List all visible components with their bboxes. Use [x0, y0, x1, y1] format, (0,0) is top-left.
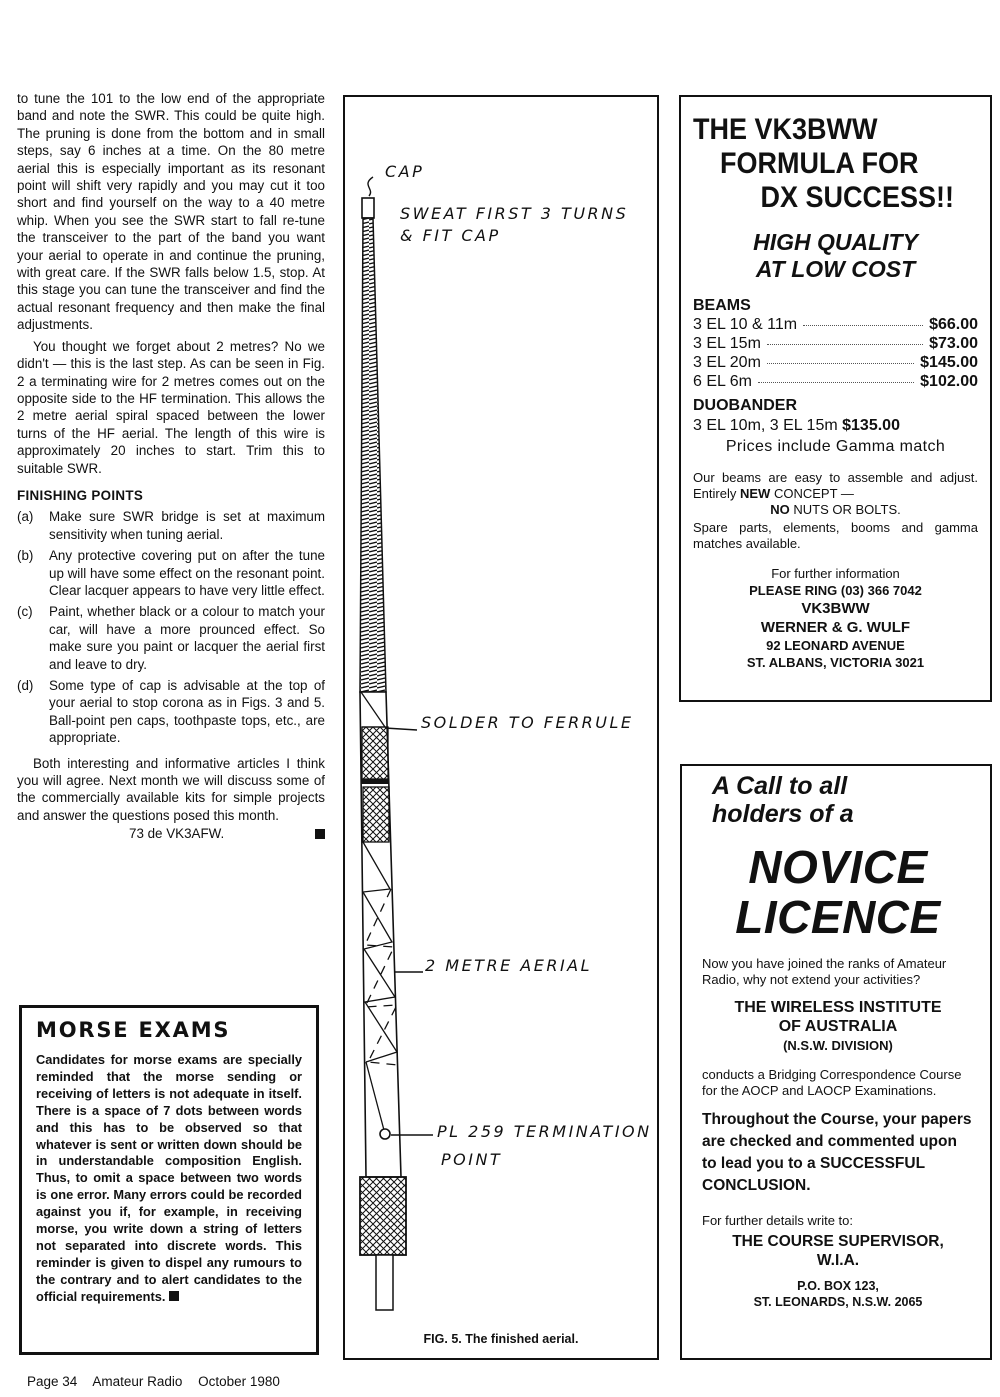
page-footer [27, 1374, 292, 1389]
headline-line: DX SUCCESS!! [760, 181, 955, 214]
author-signature: 73 de VK3AFW. [129, 826, 225, 842]
ad-subheadline [693, 229, 978, 283]
end-mark-icon [169, 1291, 179, 1301]
article-column [17, 90, 325, 843]
call-line: A Call to all [712, 772, 848, 800]
addr-line: THE COURSE SUPERVISOR, [732, 1233, 944, 1250]
figure-caption: FIG. 5. The finished aerial. [423, 1332, 579, 1346]
wia-name [702, 998, 974, 1055]
headline-line: THE VK3BWW [693, 113, 878, 146]
signature-line [17, 825, 325, 842]
vk3bww-advert [679, 95, 992, 702]
list-item-text: Paint, whether black or a colour to match your car, will have a more prounced effect. So make sure you paint or lacquer the aerial first and leave to dry. [49, 604, 325, 672]
beams-title: BEAMS [693, 297, 751, 314]
easy-text-b: CONCEPT — [773, 486, 854, 501]
label-cap: CAP [385, 162, 425, 181]
beam-name: 3 EL 10 & 11m [693, 316, 798, 333]
page-number: Page 34 [27, 1374, 78, 1389]
wia-division: (N.S.W. DIVISION) [783, 1038, 893, 1053]
contact-info [693, 565, 978, 671]
novice-line: NOVICE [748, 841, 928, 893]
morse-exams-title: MORSE EXAMS [36, 1018, 231, 1042]
beam-price: $145.00 [920, 354, 978, 371]
addr-line: ST. LEONARDS, N.S.W. 2065 [753, 1295, 923, 1309]
article-paragraph-3: Both interesting and informative articles I think you will agree. Next month we will discuss some of the commercially available kits for simple projects and answer the questions posed this month. [17, 755, 325, 823]
supervisor-address [702, 1232, 974, 1270]
beam-name: 3 EL 20m [693, 354, 761, 371]
beam-name: 6 EL 6m [693, 373, 752, 390]
easy-text-no: NO [770, 502, 790, 517]
call-heading [712, 772, 974, 828]
issue-date: October 1980 [198, 1374, 280, 1389]
list-item-label: (c) [17, 604, 33, 620]
beam-price: $66.00 [929, 316, 978, 333]
morse-exams-body [36, 1052, 302, 1306]
info-phone: PLEASE RING (03) 366 7042 [749, 583, 922, 598]
base-rod [376, 1255, 393, 1310]
list-item-label: (a) [17, 509, 34, 525]
intro-text: Now you have joined the ranks of Amateur Radio, why not extend your activities? [702, 956, 947, 987]
list-item [17, 603, 325, 673]
beam-name: 3 EL 15m [693, 335, 761, 352]
duobander-name: 3 EL 10m, 3 EL 15m [693, 417, 838, 434]
ferrule-upper [362, 727, 388, 779]
subhead-line: HIGH QUALITY [753, 229, 918, 255]
list-item-label: (b) [17, 548, 34, 564]
grip [360, 1177, 406, 1255]
info-suburb: ST. ALBANS, VICTORIA 3021 [746, 655, 925, 670]
easy-assemble-text [693, 470, 978, 502]
finishing-points-heading: FINISHING POINTS [17, 487, 144, 503]
end-mark-icon [315, 829, 325, 839]
addr-line: W.I.A. [816, 1252, 860, 1269]
list-item-text: Some type of cap is advisable at the top of your aerial to stop corona as in Figs. 3 and 5. Ball-point pen caps, toothpaste tops, etc., are appropriate. [49, 678, 325, 746]
cap-pointer [368, 177, 373, 196]
beam-price: $73.00 [929, 335, 978, 352]
addr-line: P.O. BOX 123, [797, 1279, 879, 1293]
termination-point [380, 1129, 390, 1139]
label-pl259-line1: PL 259 TERMINATION [437, 1122, 652, 1141]
price-row [693, 353, 978, 372]
wia-line: OF AUSTRALIA [778, 1018, 898, 1035]
list-item-text: Any protective covering put on after the tune up will have some effect on the resonant point. Clear lacquer appears to have very little effect. [49, 548, 325, 598]
course-text: conducts a Bridging Correspondence Course for the AOCP and LAOCP Examinations. [702, 1067, 962, 1098]
label-sweat-line1: SWEAT FIRST 3 TURNS [400, 204, 629, 223]
list-item [17, 677, 325, 747]
novice-licence-heading [702, 842, 974, 942]
duobander-row [693, 417, 978, 435]
further-details: For further details write to: [702, 1213, 853, 1228]
hf-coil [360, 218, 386, 692]
duobander-price: $135.00 [842, 417, 900, 434]
course-highlight: Throughout the Course, your papers are checked and commented upon to lead you to a SUCCESSFUL CONCLUSION. [702, 1111, 972, 1194]
call-line: holders of a [712, 800, 854, 828]
duobander-title: DUOBANDER [693, 397, 797, 414]
headline-line: FORMULA FOR [720, 147, 919, 180]
easy-text-a: Our beams are easy to assemble and adjust. Entirely [693, 470, 978, 501]
article-paragraph-1: to tune the 101 to the low end of the appropriate band and note the SWR. This could be quite high. The pruning is done from the bottom and in small steps, say 6 inches at a time. On the 80 metre aerial this is especially important as its resonant point will shift very rapidly and you may cut it too short and find yourself on the way to a 40 metre whip. When you see the SWR start to fall re-tune the transceiver to the part of the band you want your aerial to operate in and continue the pruning, with great care. If the SWR falls below 1.5, stop. At this stage you can tune the transceiver and find the actual resonant frequency and then make the final adjustments. [17, 91, 325, 333]
easy-text-c: NUTS OR BOLTS. [793, 502, 901, 517]
spare-parts-text: Spare parts, elements, booms and gamma matches available. [693, 520, 978, 551]
licence-line: LICENCE [735, 891, 941, 943]
article-paragraph-2: You thought we forget about 2 metres? No we didn't — this is the last step. As can be seen in Fig. 2 a terminating wire for 2 metres comes out on the opposite side to the HF termination. This allows the 2 metre aerial spiral spaced between the lower turns of the HF aerial. The length of this wire is approximately 20 inches to start. Trim this to suitable SWR. [17, 338, 325, 476]
label-solder: SOLDER TO FERRULE [421, 713, 634, 732]
price-row [693, 315, 978, 334]
label-two-metre: 2 METRE AERIAL [425, 956, 593, 975]
ad-headline [693, 113, 981, 215]
list-item-text: Make sure SWR bridge is set at maximum sensitivity when tuning aerial. [49, 509, 325, 542]
info-street: 92 LEONARD AVENUE [766, 638, 905, 653]
magazine-name: Amateur Radio [92, 1374, 183, 1389]
price-row [693, 372, 978, 391]
subhead-line: AT LOW COST [755, 256, 916, 282]
label-pl259-line2: POINT [441, 1150, 503, 1169]
wia-line: THE WIRELESS INSTITUTE [734, 999, 942, 1016]
info-line: For further information [771, 566, 900, 581]
ferrule-lower [363, 787, 389, 842]
no-nuts-line [693, 502, 978, 518]
novice-licence-advert [680, 764, 992, 1360]
postal-address [702, 1278, 974, 1310]
easy-text-new: NEW [739, 486, 771, 501]
cap-shape [362, 198, 374, 218]
gamma-note: Prices include Gamma match [725, 438, 946, 455]
list-item [17, 547, 325, 599]
list-item-label: (d) [17, 678, 34, 693]
morse-exams-box [19, 1005, 319, 1355]
aerial-drawing [345, 97, 657, 1358]
label-sweat-line2: & FIT CAP [400, 226, 501, 245]
info-names: WERNER & G. WULF [760, 619, 911, 636]
morse-body-text: Candidates for morse exams are specially reminded that the morse sending or receiving of letters is not adequate in itself. There is a space of 7 dots between words and this has to be observed so that whatever is sent or written down should be in understandable composition English. Thus, to omit a space between two words is one error. Many errors could be recorded against you if, for example, in receiving morse, you write down a string of letters not separated into discrete words. This reminder is given to dispel any rumours to the contrary and to alert candidates to the official requirements. [36, 1052, 302, 1304]
figure-finished-aerial [343, 95, 659, 1360]
beam-price: $102.00 [920, 373, 978, 390]
info-callsign: VK3BWW [801, 600, 870, 617]
list-item [17, 508, 325, 543]
price-row [693, 334, 978, 353]
ferrule-band [361, 779, 389, 784]
